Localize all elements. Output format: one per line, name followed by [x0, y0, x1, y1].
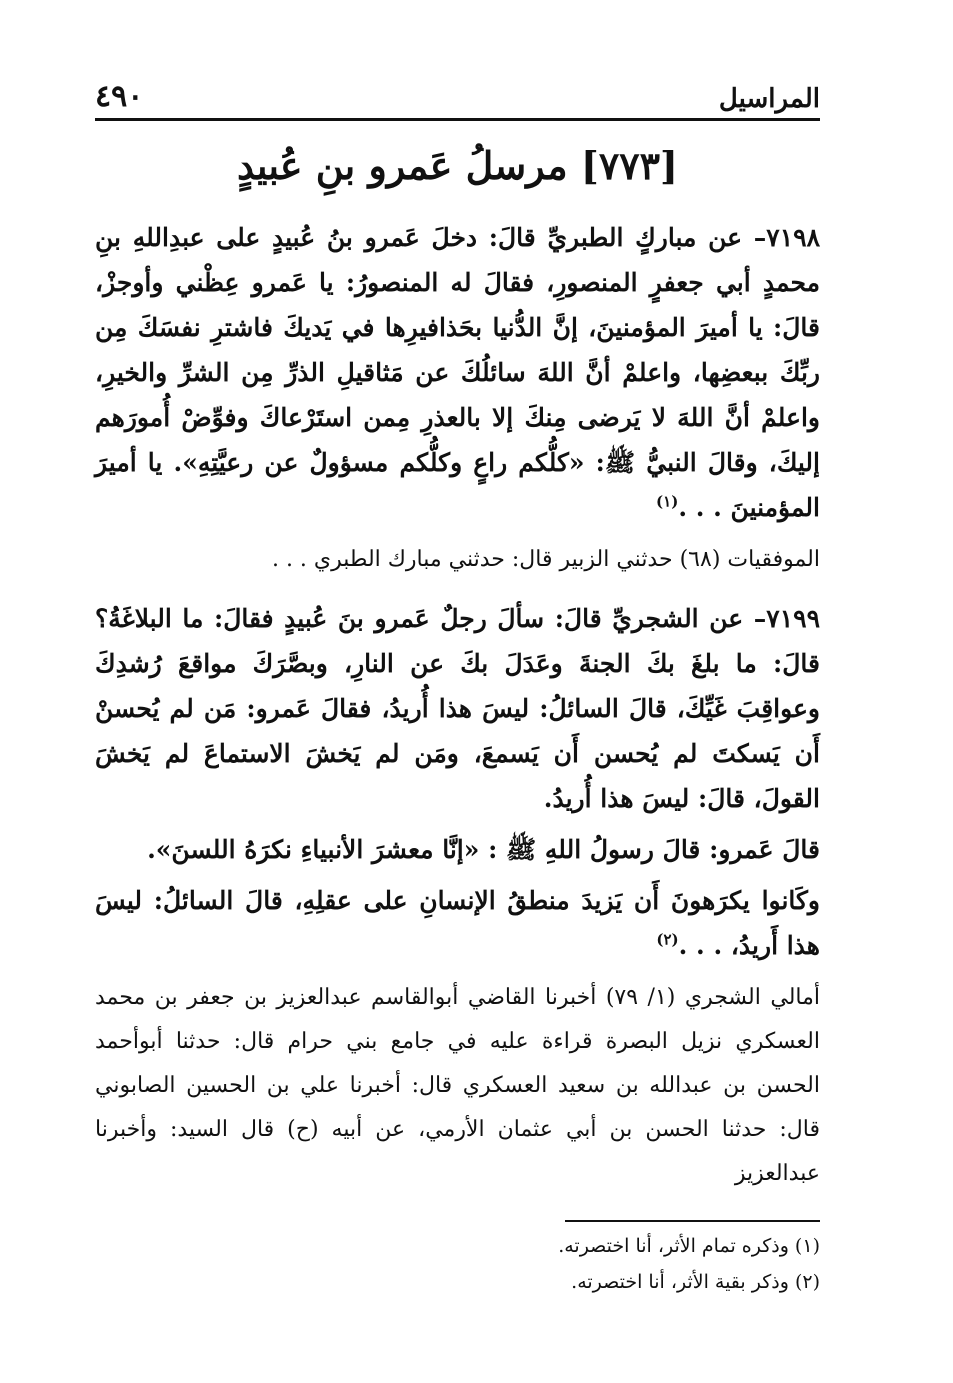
hadith-text-continued [95, 878, 820, 968]
hadith-text-continued: قالَ عَمرو: قالَ رسولُ اللهِ ﷺ : «إنَّا معشرَ الأنبياءِ نكرَهُ اللسنَ». [147, 834, 820, 864]
hadith-number: ٧١٩٩ [766, 603, 820, 633]
document-page [95, 70, 820, 1300]
hadith-number: ٧١٩٨ [766, 222, 820, 252]
chapter-title: [٧٧٣] مرسلُ عَمرو بنِ عُبيدٍ [236, 143, 679, 188]
footnote-1: (١) وذكره تمام الأثر، أنا اختصرته. [558, 1234, 820, 1257]
footnote-2: (٢) وذكر بقية الأثر، أنا اختصرته. [571, 1270, 820, 1293]
book-title: المراسيل [718, 84, 820, 114]
hadith-source: أمالي الشجري (١/ ٧٩) أخبرنا القاضي أبوالقاسم عبدالعزيز بن جعفر بن محمد العسكري نزيل البصرة قراءة عليه في جامع بني حرام قال: حدثنا أبوأحمد الحسن بن عبدالله بن سعيد العسكري قال: أخبرنا علي بن الحسين الصابوني قال: حدثنا الحسن بن أبي عثمان الأرمي، عن أبيه (ح) قال السيد: وأخبرنا عبدالعزيز [95, 984, 820, 1186]
footnote-ref: (٢) [656, 930, 679, 949]
page-number: ٤٩٠ [95, 79, 144, 114]
hadith-text: – عن مباركٍ الطبريِّ قالَ: دخلَ عَمرو بنُ عُبيدٍ على عبدِاللهِ بنِ محمدٍ أبي جعفرٍ المنصورِ، فقالَ له المنصورُ: يا عَمرو عِظْني وأوجزْ، قالَ: يا أميرَ المؤمنينَ، إنَّ الدُّنيا بحَذافيرِها في يَديكَ فاشترِ نفسَكَ مِن ربِّكَ ببعضِها، واعلمْ أنَّ اللهَ سائلُكَ عن مَثاقيلِ الذرِّ مِن الشرِّ والخيرِ، واعلمْ أنَّ اللهَ لا يَرضى مِنكَ إلا بالعذرِ مِمن استَرْعاكَ وفوِّضْ أُمورَهم إليكَ، وقالَ النبيُّ ﷺ: «كلُّكم راعٍ وكلُّكم مسؤولٌ عن رعيَّتِهِ». يا أميرَ المؤمنينَ . . . [95, 222, 821, 522]
hadith-text: – عن الشجريِّ قالَ: سألَ رجلٌ عَمرو بنَ عُبيدٍ فقالَ: ما البلاغَةُ؟ قالَ: ما بلغَ بكَ الجنةَ وعَدَلَ بكَ عن النارِ، وبصَّرَكَ مواقعَ رُشدِكَ وعواقِبَ غَيِّكَ، قالَ السائلُ: ليسَ هذا أُريدُ، فقالَ عَمرو: مَن لم يُحسنْ أَن يَسكتَ لم يُحسن أَن يَسمعَ، ومَن لم يَخشَ الاستماعَ لم يَخشَ القولَ، قالَ: ليسَ هذا أُريدُ. [95, 603, 820, 813]
hadith-7198 [95, 215, 820, 530]
footnote-divider [565, 1220, 820, 1222]
running-header [95, 70, 820, 121]
hadith-source: الموفقيات (٦٨) حدثني الزبير قال: حدثني مبارك الطبري . . . [271, 546, 820, 572]
hadith-text-end: وكَانوا يكرَهونَ أَن يَزيدَ منطقُ الإنسانِ على عقلِهِ، قالَ السائلُ: ليسَ هذا أَريدُ، . . . [95, 885, 820, 960]
footnote-ref: (١) [656, 492, 679, 511]
hadith-7199 [95, 596, 820, 821]
